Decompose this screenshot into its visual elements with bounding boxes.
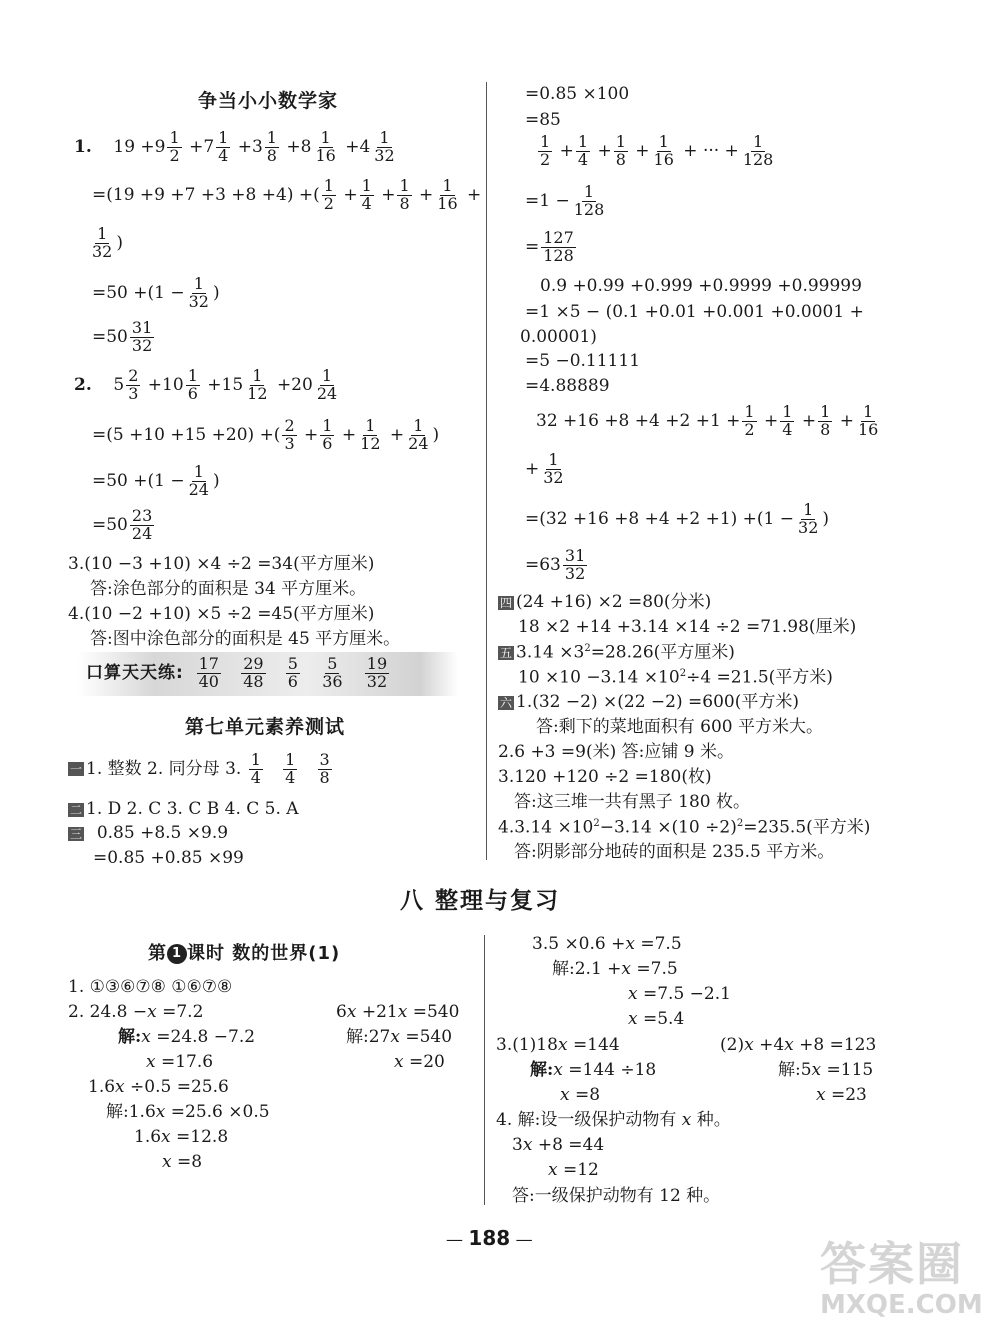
problem-1-line-3: $\frac{1}{32}$ ) [92, 224, 123, 261]
watermark-logo: 答案圈 MXQE.COM [820, 1237, 983, 1320]
r-line-13: =(32 +16 +8 +4 +2 +1) +(1 − $\frac{1}{32}$ ) [525, 500, 830, 537]
q2-eq1: 2. 24.8 −x =7.2 [68, 1002, 204, 1022]
section-6-line-2: 2.6 +3 =9(米) 答:应铺 9 米。 [498, 742, 734, 762]
rr-eq-step3: x =5.4 [628, 1009, 685, 1029]
q2-eq2-step2: 1.6x =12.8 [134, 1127, 229, 1147]
column-divider-bottom [484, 935, 485, 1205]
r-line-10: =4.88889 [525, 376, 610, 396]
q3-part2-step2: x =23 [816, 1085, 867, 1105]
r-line-2: =85 [525, 110, 561, 130]
problem-1-line-2: =(19 +9 +7 +3 +8 +4) +( $\frac{1}{2}$ + $\frac{1}{4}$ + $\frac{1}{8}$ + $\frac{1}{16}$ + [92, 176, 482, 213]
q4-eq-step1: x =12 [548, 1160, 599, 1180]
problem-2-line-1: 2. 5 $\frac{2}{3}$ +10 $\frac{1}{6}$ +15 $\frac{1}{12}$ +20 $\frac{1}{24}$ [74, 366, 338, 403]
problem-4-answer: 答:图中涂色部分的面积是 45 平方厘米。 [90, 629, 401, 649]
q2-eq3: 6x +21x =540 [336, 1002, 460, 1022]
r-line-5: = $\frac{127}{128}$ [525, 228, 574, 265]
section-5-line-2: $10 \times 10 -3.14 \times 10^2\div 4 =21.5$(平方米) [518, 667, 833, 688]
section-heading-contest: 争当小小数学家 [198, 90, 339, 112]
r-line-11: 32 +16 +8 +4 +2 +1 + $\frac{1}{2}$ + $\frac{1}{4}$ + $\frac{1}{8}$ + $\frac{1}{16}$ [536, 402, 879, 439]
section-6-answer-3: 答:这三堆一共有黑子 180 枚。 [514, 792, 750, 812]
problem-3-answer: 答:涂色部分的面积是 34 平方厘米。 [90, 579, 367, 599]
page-number: — 188 — [446, 1226, 533, 1250]
lesson-heading: 第 1 课时 数的世界(1) [148, 943, 341, 964]
q2-eq3-step1: 解:27x =540 [346, 1027, 453, 1047]
unit7-part3-line2: =0.85 +0.85 ×99 [93, 848, 244, 868]
section-6-line-4: $4.3.14 \times 10^2-3.14 \times(10 \div 2)^2=235.5$(平方米) [498, 817, 871, 838]
q2-eq1-step2: x =17.6 [146, 1052, 214, 1072]
q2-eq1-step1: 解:x =24.8 −7.2 [118, 1027, 256, 1047]
unit7-part3: 三 0.85 +8.5 ×9.9 [70, 823, 229, 843]
q2-eq3-step2: x =20 [394, 1052, 445, 1072]
unit7-part2: 二 1. D 2. C 3. C B 4. C 5. A [70, 799, 299, 819]
q3-part2: (2)x +4x +8 =123 [720, 1035, 877, 1055]
problem-1-line-1: 1. 19 +9 $\frac{1}{2}$ +7 $\frac{1}{4}$ +3 $\frac{1}{8}$ +8 $\frac{1}{16}$ +4 $\frac{1}{32}$ [74, 128, 395, 165]
r-line-6: 0.9 +0.99 +0.999 +0.9999 +0.99999 [540, 276, 862, 296]
problem-1-line-5: =50 $\frac{31}{32}$ [92, 318, 153, 355]
chapter-heading: 八 整理与复习 [400, 888, 561, 914]
section-4-line-1: 四 (24 +16) ×2 =80(分米) [500, 592, 712, 612]
q2-eq2-step1: 解:1.6x =25.6 ×0.5 [106, 1102, 270, 1122]
problem-3: 3.(10 −3 +10) ×4 ÷2 =34(平方厘米) [68, 554, 375, 574]
section-heading-unit7: 第七单元素养测试 [185, 716, 346, 738]
r-line-8: 0.00001) [520, 327, 597, 347]
r-line-12: + $\frac{1}{32}$ [525, 450, 564, 487]
unit7-part1: 一 1. 整数 2. 同分母 3. $\frac{1}{4}$ $\frac{1}{4}$ $\frac{3}{8}$ [70, 750, 330, 787]
q4: 4. 解:设一级保护动物有 x 种。 [496, 1110, 731, 1130]
oral-practice: 口算天天练: $\frac{17}{40}$ $\frac{29}{48}$ $\frac{5}{6}$ $\frac{5}{36}$ $\frac{19}{32}$ [86, 654, 388, 691]
section-6-line-3: 3.120 +120 ÷2 =180(枚) [498, 767, 712, 787]
q2-eq2: 1.6x ÷0.5 =25.6 [88, 1077, 229, 1097]
r-line-4: =1 − $\frac{1}{128}$ [525, 182, 605, 219]
problem-2-line-4: =50 $\frac{23}{24}$ [92, 506, 153, 543]
column-divider-top [486, 82, 487, 860]
q4-eq: 3x +8 =44 [512, 1135, 605, 1155]
r-line-7: =1 ×5 − (0.1 +0.01 +0.001 +0.0001 + [525, 302, 864, 322]
rr-eq-step2: x =7.5 −2.1 [628, 984, 731, 1004]
section-5-line-1: 五 $3.14 \times 3^2=28.26$(平方厘米) [500, 642, 735, 663]
problem-2-line-3: =50 +(1 − $\frac{1}{24}$ ) [92, 462, 220, 499]
r-line-14: =63 $\frac{31}{32}$ [525, 546, 586, 583]
r-line-9: =5 −0.11111 [525, 351, 641, 371]
problem-4: 4.(10 −2 +10) ×5 ÷2 =45(平方厘米) [68, 604, 375, 624]
problem-1-line-4: =50 +(1 − $\frac{1}{32}$ ) [92, 274, 220, 311]
rr-eq-step1: 解:2.1 +x =7.5 [552, 959, 678, 979]
q2-eq2-step3: x =8 [162, 1152, 203, 1172]
q3-part1-step2: x =8 [560, 1085, 601, 1105]
q3-part1-step1: 解:x =144 ÷18 [530, 1060, 657, 1080]
section-6-answer-4: 答:阴影部分地砖的面积是 235.5 平方米。 [514, 842, 835, 862]
section-6-line-1: 六 1.(32 −2) ×(22 −2) =600(平方米) [500, 692, 799, 712]
q3-part1: 3.(1)18x =144 [496, 1035, 620, 1055]
r-line-3: $\frac{1}{2}$ + $\frac{1}{4}$ + $\frac{1}{8}$ + $\frac{1}{16}$ + ··· + $\frac{1}{128}$ [540, 132, 774, 169]
r-line-1: =0.85 ×100 [525, 84, 630, 104]
problem-2-line-2: =(5 +10 +15 +20) +( $\frac{2}{3}$ + $\frac{1}{6}$ + $\frac{1}{12}$ + $\frac{1}{24}$ ) [92, 416, 440, 453]
section-4-line-2: 18 ×2 +14 +3.14 ×14 ÷2 =71.98(厘米) [518, 617, 857, 637]
q4-answer: 答:一级保护动物有 12 种。 [512, 1186, 721, 1206]
q3-part2-step1: 解:5x =115 [778, 1060, 874, 1080]
q1: 1. ①③⑥⑦⑧ ①⑥⑦⑧ [68, 977, 233, 997]
rr-eq: 3.5 ×0.6 +x =7.5 [532, 934, 682, 954]
section-6-answer-1: 答:剩下的菜地面积有 600 平方米大。 [536, 717, 823, 737]
